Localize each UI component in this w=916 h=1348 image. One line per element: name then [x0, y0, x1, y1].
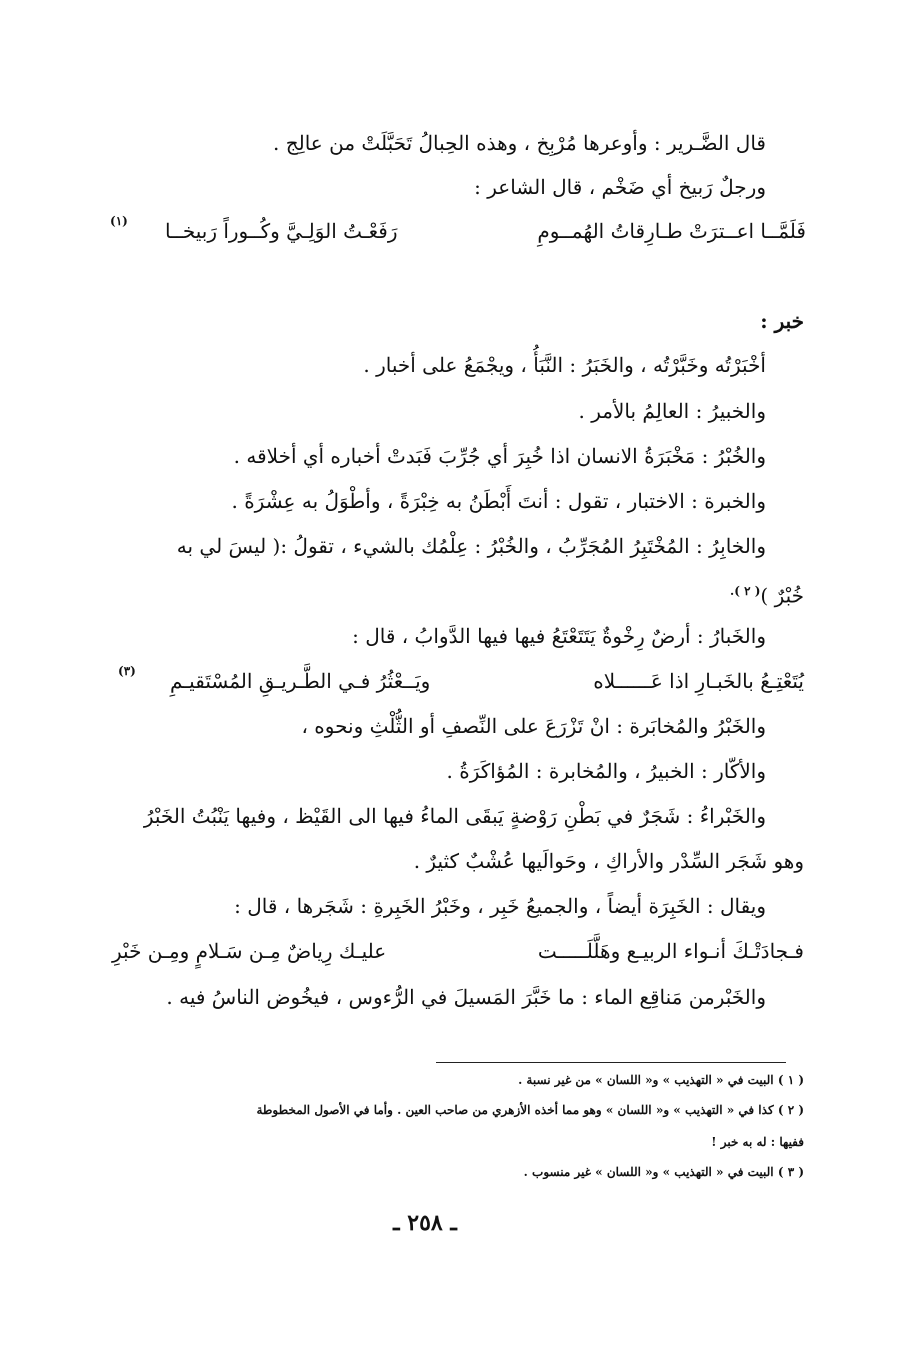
text-line: والخُبْرُ : مَخْبَرَةُ الانسان اذا خُبِرَ أي جُرِّبَ فَبَدتْ أخباره أي أخلاقه . — [233, 444, 766, 468]
text-line: وهو شَجَر السِّدْر والأراكِ ، وحَوالَيها عُشْبٌ كثيرٌ . — [413, 849, 804, 873]
footnote-marker: ( ٢ ). — [730, 584, 761, 598]
text-line: قال الضَّـرير : وأوعرها مُرْبِخ ، وهذه الحِبالُ تَحَبَّلَتْ من عالِج . — [272, 131, 766, 155]
footnote-continued: ففيها : له به خبر ! — [711, 1135, 804, 1149]
footnote-divider — [436, 1062, 786, 1063]
page-number: ـ ٢٥٨ ـ — [393, 1210, 457, 1236]
footnote: ( ٢ ) كذا في « التهذيب » و« اللسان » وهو مما أخذه الأزهري من صاحب العين . وأما في الأصول المخطوطة — [256, 1103, 804, 1117]
text-line: والخَبْراءُ : شَجَرٌ في بَطْنِ رَوْضةٍ يَبقَى الماءُ فيها الى القَيْظ ، وفيها يَنْبُتُ الخَبْرُ — [143, 804, 766, 828]
verse-hemistich-left: عليـك رِياضٌ مِـن سَـلامٍ ومِـن خَبْرِ — [112, 939, 387, 963]
text-line: والخابِرُ : المُخْتَبِرُ المُجَرِّبُ ، والخُبْرُ : عِلْمُك بالشيء ، تقولُ :( ليسَ لي به — [176, 534, 766, 558]
footnote-marker: (١) — [110, 214, 128, 228]
footnote-marker: (٣) — [118, 664, 136, 678]
text-line: والخبرة : الاختبار ، تقول : أنتَ أَبْطَنُ به خِبْرَةً ، وأطْوَلُ به عِشْرَةً . — [231, 489, 766, 513]
text-line: والخَبْرُ والمُخابَرة : انْ تَزْرَعَ على النِّصفِ أو الثُّلْثِ ونحوه ، — [301, 714, 766, 738]
text-line: والخَبْرمن مَناقِع الماء : ما خَبَّرَ المَسيلَ في الرُّءوس ، فيخُوض الناسُ فيه . — [166, 985, 766, 1009]
verse-hemistich-right: يُتَعْتِـعُ بالخَبـارِ اذا عَــــــلاه — [593, 669, 804, 693]
footnote: ( ١ ) البيت في « التهذيب » و« اللسان » من غير نسبة . — [518, 1073, 804, 1087]
text-span: خُبْرٌ ) — [760, 583, 804, 608]
text-line: والأكّار : الخبيرُ ، والمُخابرة : المُؤاكَرَةُ . — [446, 759, 766, 783]
entry-heading: خبر : — [760, 309, 804, 333]
text-line: والخَبارُ : أرضٌ رِخْوةٌ يَتَتَعْتَعُ فيها فيها الدَّوابُ ، قال : — [352, 624, 766, 648]
text-line: أخْبَرْتُه وخَبَّرْتُه ، والخَبَرُ : النَّبَأُ ، ويجْمَعُ على أخبار . — [363, 353, 766, 377]
verse-hemistich-left: رَفَعْـتُ الوَلِـيَّ وكُــوراً رَبيخــا — [165, 219, 398, 243]
verse-hemistich-left: ويَــعْثُرُ فـي الطَّـريـقِ المُسْتَقيـمِ — [170, 669, 431, 693]
text-line: ورجلٌ رَبيخ أي ضَخْم ، قال الشاعر : — [474, 175, 766, 199]
footnote: ( ٣ ) البيت في « التهذيب » و« اللسان » غير منسوب . — [523, 1165, 804, 1179]
text-line: والخبيرُ : العالِمُ بالأمر . — [578, 399, 766, 423]
text-line: ويقال : الخَبِرَة أيضاً ، والجميعُ خَبِر ، وخَبْرُ الخَبِرةِ : شَجَرها ، قال : — [234, 894, 766, 918]
verse-hemistich-right: فَلَمَّــا اعــترَتْ طـارِقاتُ الهُمــومِ — [537, 219, 806, 243]
text-line — [730, 576, 804, 611]
verse-hemistich-right: فـجادَتْـكَ أنـواء الربيـع وهَلَّلَـــــت — [537, 939, 804, 963]
